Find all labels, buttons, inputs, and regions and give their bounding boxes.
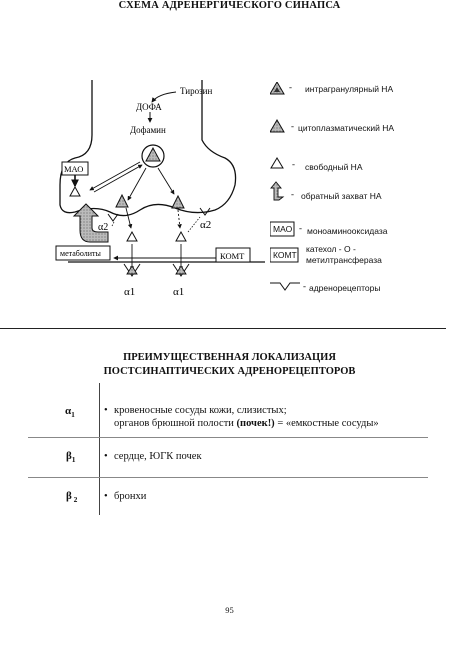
- mao-label: МАО: [64, 164, 84, 174]
- receptor-label-beta2: β $_2$: [66, 490, 78, 505]
- legend-dash: -: [289, 82, 292, 92]
- legend-free: свободный НА: [305, 162, 363, 172]
- section-divider: [0, 328, 446, 329]
- synapse-diagram: [50, 80, 270, 308]
- localization-title-line2: ПОСТСИНАПТИЧЕСКИХ АДРЕНОРЕЦЕПТОРОВ: [103, 366, 356, 377]
- tyrosine-label: Тирозин: [180, 86, 213, 96]
- legend-intragranular: интрагранулярный НА: [305, 84, 394, 94]
- legend-dash: -: [292, 159, 295, 169]
- beta1-localization: • сердце, ЮГК почек: [104, 451, 202, 462]
- table-divider: [99, 383, 100, 515]
- row-separator: [28, 477, 428, 478]
- legend-dash: -: [303, 281, 306, 291]
- alpha2-left-label: α2: [98, 222, 109, 233]
- legend-komt-text-1: катехол - О -: [306, 244, 356, 254]
- legend-dash: -: [291, 189, 294, 199]
- legend-dash: -: [299, 223, 302, 233]
- legend-dash: -: [291, 121, 294, 131]
- alpha2-right-label: α2: [200, 219, 212, 231]
- legend-komt-box-label: КОМТ: [273, 250, 297, 260]
- legend-reuptake: обратный захват НА: [301, 191, 382, 201]
- reuptake-icon: [271, 182, 283, 200]
- row-separator: [28, 437, 428, 438]
- legend-cytoplasmic: цитоплазматический НА: [298, 123, 395, 133]
- cytoplasmic-na-icon: [270, 120, 284, 132]
- localization-title-line1: ПРЕИМУЩЕСТВЕННАЯ ЛОКАЛИЗАЦИЯ: [123, 352, 336, 363]
- legend-receptors: адренорецепторы: [309, 283, 381, 293]
- presynaptic-membrane: [60, 80, 236, 216]
- metabolites-label: метаболиты: [60, 249, 101, 258]
- page-number: 95: [225, 605, 234, 615]
- receptor-label-beta1: $\beta_1$: [66, 450, 76, 465]
- dopamine-label: Дофамин: [130, 125, 166, 135]
- scheme-title: СХЕМА АДРЕНЕРГИЧЕСКОГО СИНАПСА: [118, 0, 341, 11]
- receptor-icon: [270, 283, 300, 290]
- alpha1-localization: • кровеносные сосуды кожи, слизистых; органов брюшной полости (почек!) = «емкостные сосуды»: [104, 405, 379, 429]
- alpha1-left-label: α1: [124, 286, 136, 298]
- receptor-label-alpha1: $\alpha_1$: [65, 405, 75, 420]
- legend-komt-text-2: метилтрансфераза: [306, 255, 382, 265]
- komt-label: КОМТ: [220, 251, 245, 261]
- beta2-localization: • бронхи: [104, 491, 147, 502]
- legend-mao-text: моноаминооксидаза: [307, 226, 388, 236]
- alpha1-right-label: α1: [173, 286, 185, 298]
- free-na-icon: [271, 158, 283, 168]
- legend-mao-box-label: МАО: [273, 224, 293, 234]
- dopa-label: ДОФА: [136, 102, 162, 112]
